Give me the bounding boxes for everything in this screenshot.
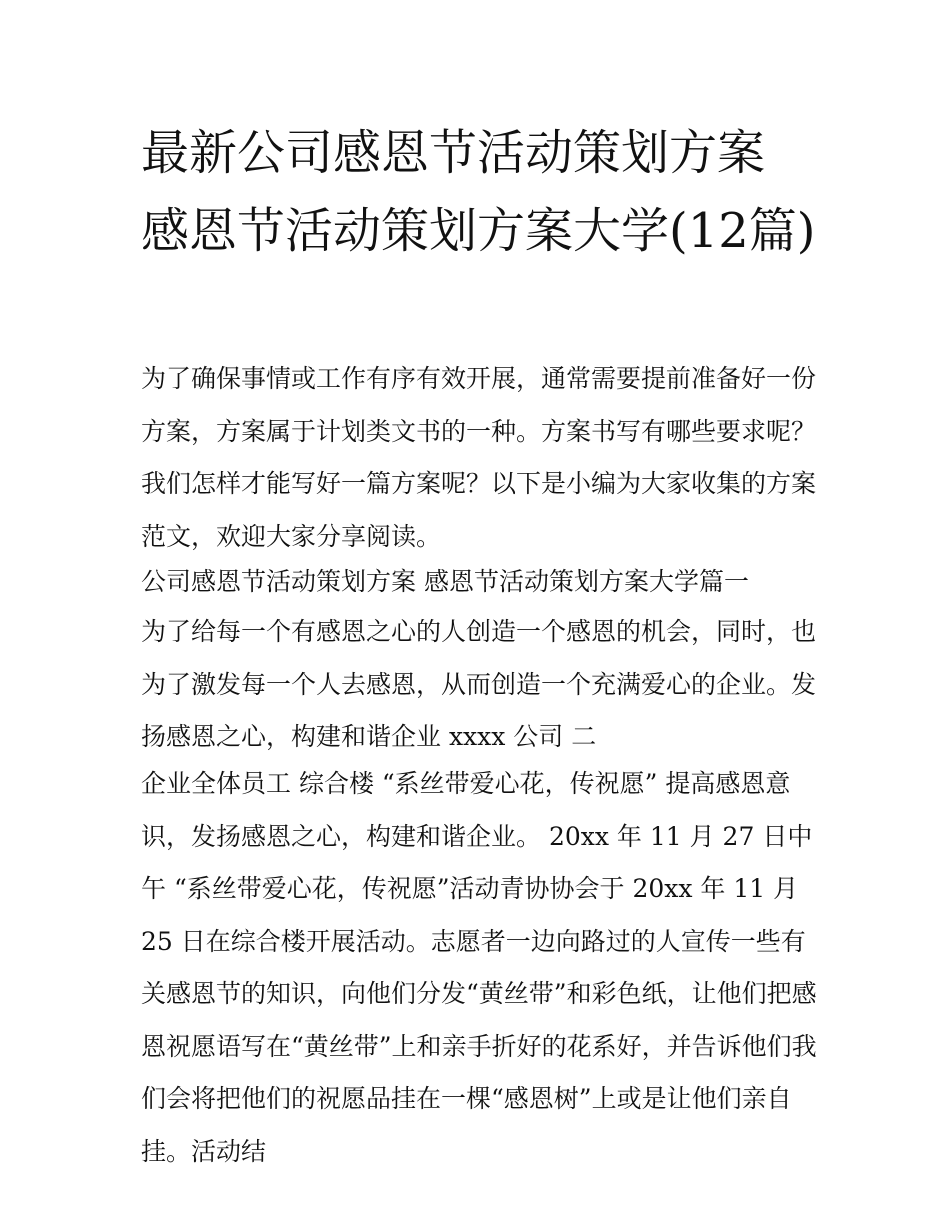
intro-paragraph: 为了确保事情或工作有序有效开展，通常需要提前准备好一份方案，方案属于计划类文书的一种。方案书写有哪些要求呢？我们怎样才能写好一篇方案呢？以下是小编为大家收集的方案范文，欢迎大家分享阅读。: [141, 364, 817, 551]
main-paragraph: 为了给每一个有感恩之心的人创造一个感恩的机会，同时，也为了激发每一个人去感恩，从而创造一个充满爱心的企业。发扬感恩之心，构建和谐企业 xxxx 公司 二: [141, 617, 817, 751]
activity-paragraph: 企业全体员工 综合楼 “系丝带爱心花，传祝愿” 提高感恩意识，发扬感恩之心，构建和谐企业。 20xx 年 11 月 27 日中午 “系丝带爱心花，传祝愿”活动青协协会于 20xx 年 11 月 25 日在综合楼开展活动。志愿者一边向路过的人宣传一些有关感恩节的知识，向他们分发“黄丝带”和彩色纸，让他们把感恩祝愿语写在“黄丝带”上和亲手折好的花系好，并告诉他们我们会将把他们的祝愿品挂在一棵“感恩树”上或是让他们亲自挂。活动结: [141, 769, 817, 1166]
section-heading: 公司感恩节活动策划方案 感恩节活动策划方案大学篇一: [141, 567, 749, 596]
document-title: 最新公司感恩节活动策划方案 感恩节活动策划方案大学(12篇): [141, 125, 816, 259]
